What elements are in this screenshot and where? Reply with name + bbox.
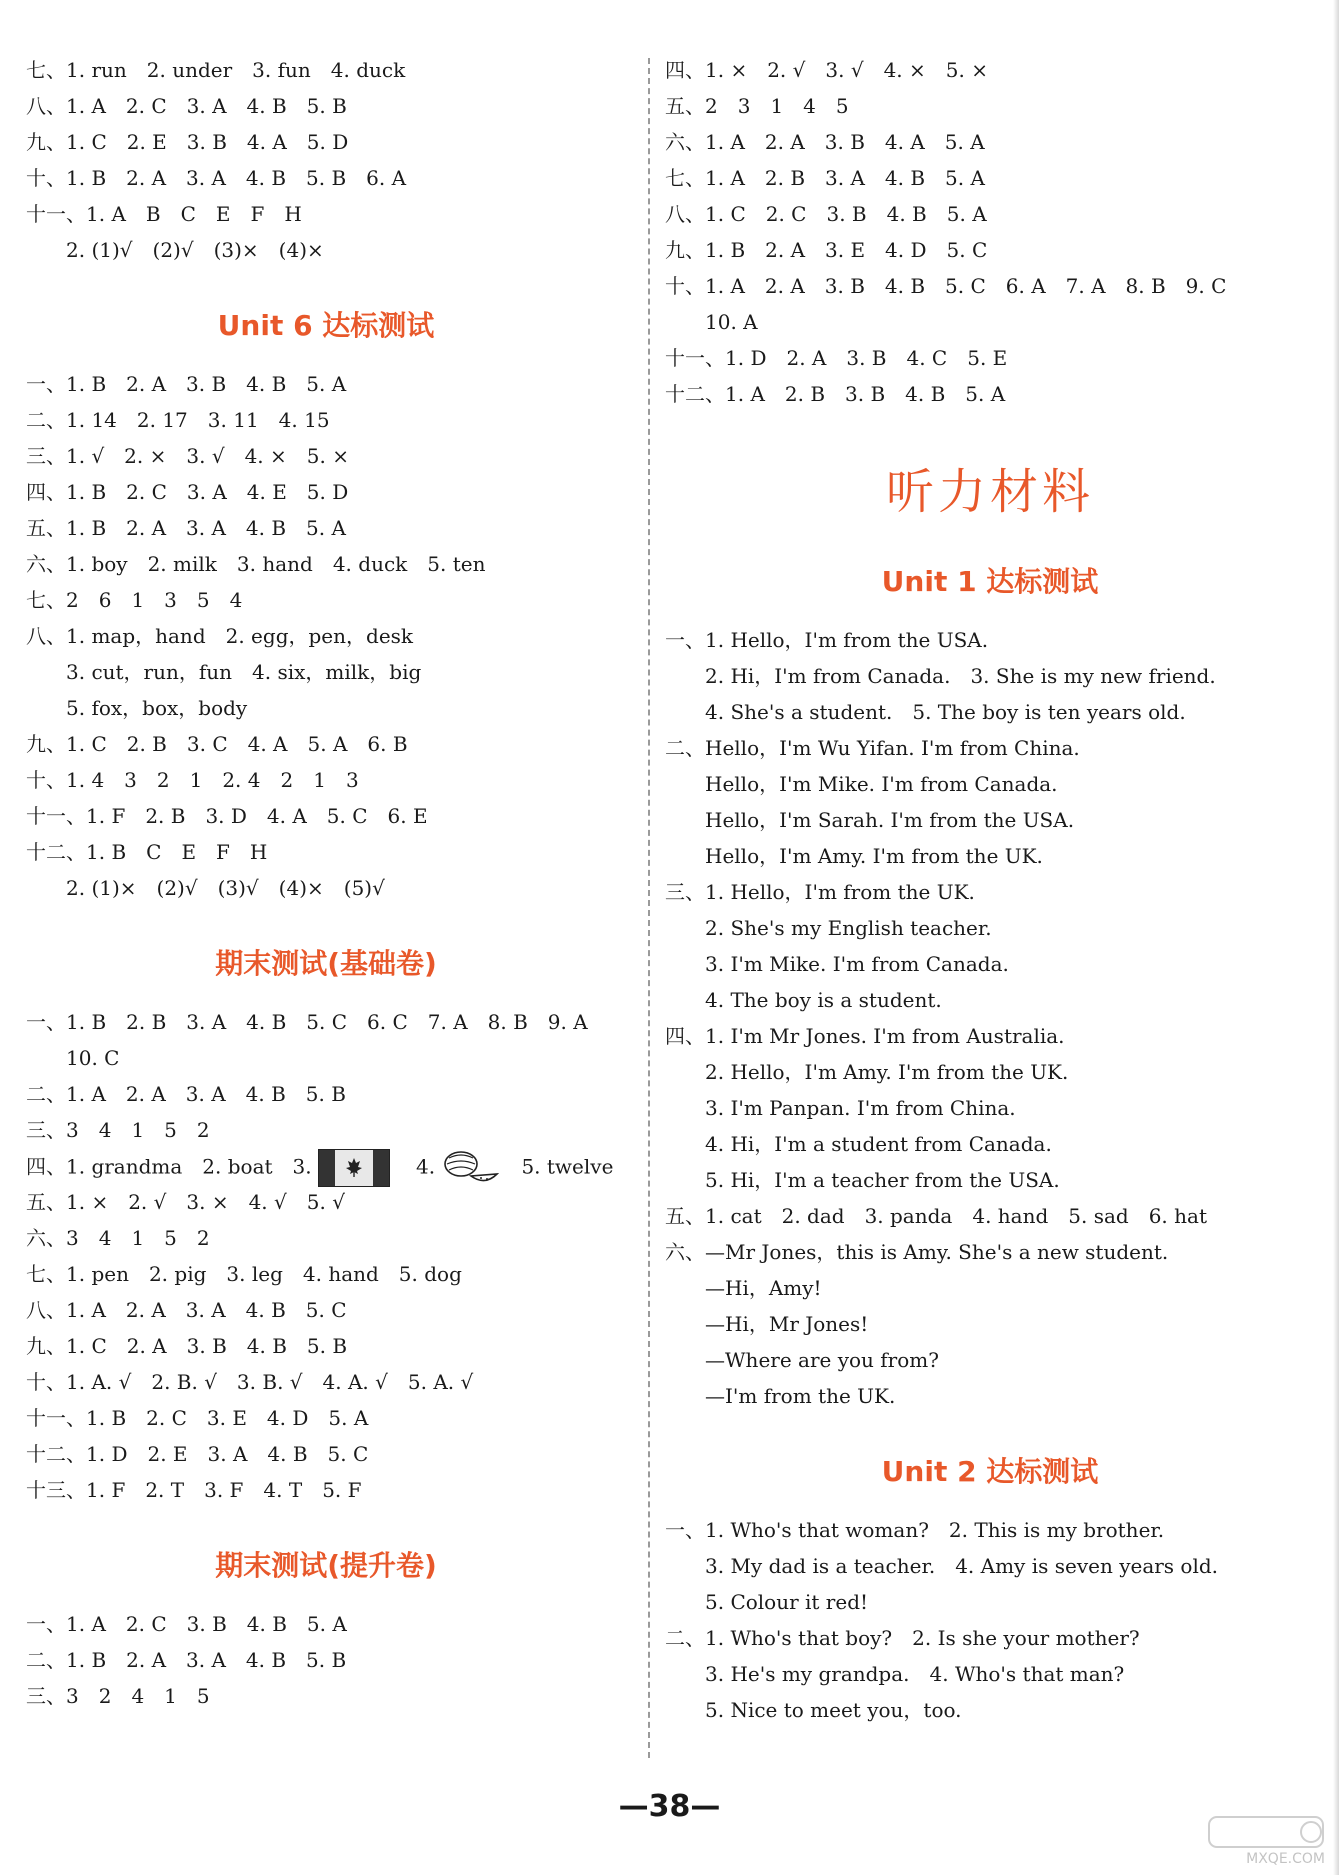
section-heading: Unit 1 达标测试 bbox=[881, 565, 1099, 598]
answer-text: 5. twelve bbox=[521, 1154, 614, 1179]
answer-line: 十三、1. F 2. T 3. F 4. T 5. F bbox=[26, 1478, 362, 1502]
answer-line: 七、2 6 1 3 5 4 bbox=[26, 588, 243, 612]
answer-line: 四、1. I'm Mr Jones. I'm from Australia. bbox=[665, 1024, 1065, 1048]
answer-line: 5. Colour it red! bbox=[705, 1590, 869, 1614]
answer-line: 10. C bbox=[66, 1046, 120, 1070]
answer-line: 十一、1. D 2. A 3. B 4. C 5. E bbox=[665, 346, 1008, 370]
watermark-text: MXQE.COM bbox=[1246, 1851, 1325, 1867]
answer-line: Hello，I'm Sarah. I'm from the USA. bbox=[705, 808, 1075, 832]
answer-line: 3. I'm Mike. I'm from Canada. bbox=[705, 952, 1009, 976]
answer-line: 六、1. A 2. A 3. B 4. A 5. A bbox=[665, 130, 985, 154]
answer-line: 一、1. B 2. B 3. A 4. B 5. C 6. C 7. A 8. B 9. A bbox=[26, 1010, 588, 1034]
answer-line: 十、1. 4 3 2 1 2. 4 2 1 3 bbox=[26, 768, 359, 792]
answer-line: 4. She's a student. 5. The boy is ten years old. bbox=[705, 700, 1186, 724]
answer-line: —Where are you from? bbox=[705, 1348, 939, 1372]
answer-text: 4. bbox=[415, 1154, 436, 1179]
answer-line: 10. A bbox=[705, 310, 758, 334]
right-column bbox=[665, 52, 1315, 1728]
answer-line: 二、Hello，I'm Wu Yifan. I'm from China. bbox=[665, 736, 1080, 760]
answer-line: 六、—Mr Jones，this is Amy. She's a new student. bbox=[665, 1240, 1169, 1264]
answer-line: —I'm from the UK. bbox=[705, 1384, 896, 1408]
watermelon-icon bbox=[441, 1148, 499, 1188]
answer-line: 三、1. Hello，I'm from the UK. bbox=[665, 880, 975, 904]
answer-line: 九、1. C 2. A 3. B 4. B 5. B bbox=[26, 1334, 348, 1358]
answer-line: 七、1. run 2. under 3. fun 4. duck bbox=[26, 58, 406, 82]
section-heading: Unit 2 达标测试 bbox=[881, 1455, 1099, 1488]
answer-line: 六、1. boy 2. milk 3. hand 4. duck 5. ten bbox=[26, 552, 486, 576]
answer-line: 二、1. B 2. A 3. A 4. B 5. B bbox=[26, 1648, 347, 1672]
answer-line: 十一、1. A B C E F H bbox=[26, 202, 302, 226]
answer-line: 二、1. 14 2. 17 3. 11 4. 15 bbox=[26, 408, 330, 432]
answer-line: 2. Hi，I'm from Canada. 3. She is my new friend. bbox=[705, 664, 1216, 688]
answer-line: 七、1. A 2. B 3. A 4. B 5. A bbox=[665, 166, 985, 190]
page-edge-shadow bbox=[1333, 0, 1339, 1875]
answer-line: 一、1. A 2. C 3. B 4. B 5. A bbox=[26, 1612, 347, 1636]
answer-line: 5. Hi，I'm a teacher from the USA. bbox=[705, 1168, 1060, 1192]
answer-line: 五、2 3 1 4 5 bbox=[665, 94, 849, 118]
answer-line bbox=[26, 1148, 626, 1184]
answer-line: 二、1. Who's that boy? 2. Is she your mother? bbox=[665, 1626, 1140, 1650]
answer-line: 三、3 2 4 1 5 bbox=[26, 1684, 210, 1708]
page-number: —38— bbox=[618, 1789, 721, 1824]
canada-flag-icon bbox=[318, 1149, 390, 1187]
answer-line: 十二、1. D 2. E 3. A 4. B 5. C bbox=[26, 1442, 369, 1466]
answer-line: 八、1. C 2. C 3. B 4. B 5. A bbox=[665, 202, 987, 226]
section-heading: 期末测试(基础卷) bbox=[215, 947, 437, 980]
answer-line: 九、1. B 2. A 3. E 4. D 5. C bbox=[665, 238, 988, 262]
answer-line: Hello，I'm Amy. I'm from the UK. bbox=[705, 844, 1043, 868]
answer-line: 十、1. A 2. A 3. B 4. B 5. C 6. A 7. A 8. B 9. C bbox=[665, 274, 1227, 298]
answer-line: —Hi，Amy! bbox=[705, 1276, 822, 1300]
answer-line: 二、1. A 2. A 3. A 4. B 5. B bbox=[26, 1082, 346, 1106]
answer-line: 五、1. × 2. √ 3. × 4. √ 5. √ bbox=[26, 1190, 345, 1214]
answer-line: 一、1. Hello，I'm from the USA. bbox=[665, 628, 989, 652]
answer-line: 3. He's my grandpa. 4. Who's that man? bbox=[705, 1662, 1125, 1686]
section-heading: Unit 6 达标测试 bbox=[217, 309, 435, 342]
answer-line: 六、3 4 1 5 2 bbox=[26, 1226, 210, 1250]
answer-line: 4. The boy is a student. bbox=[705, 988, 942, 1012]
answer-line: 一、1. Who's that woman? 2. This is my brother. bbox=[665, 1518, 1165, 1542]
answer-line: 十一、1. F 2. B 3. D 4. A 5. C 6. E bbox=[26, 804, 428, 828]
answer-line: 3. cut，run，fun 4. six，milk，big bbox=[66, 660, 422, 684]
listening-material-title: 听力材料 bbox=[885, 464, 1094, 520]
answer-line: 十二、1. A 2. B 3. B 4. B 5. A bbox=[665, 382, 1006, 406]
answer-line: 七、1. pen 2. pig 3. leg 4. hand 5. dog bbox=[26, 1262, 462, 1286]
answer-line: 四、1. × 2. √ 3. √ 4. × 5. × bbox=[665, 58, 988, 82]
answer-line: 十、1. B 2. A 3. A 4. B 5. B 6. A bbox=[26, 166, 407, 190]
watermark-logo-icon bbox=[1201, 1813, 1331, 1853]
answer-line: 3. I'm Panpan. I'm from China. bbox=[705, 1096, 1016, 1120]
answer-text: 四、1. grandma 2. boat 3. bbox=[26, 1154, 312, 1179]
answer-line: 十一、1. B 2. C 3. E 4. D 5. A bbox=[26, 1406, 369, 1430]
answer-line: 八、1. map，hand 2. egg，pen，desk bbox=[26, 624, 414, 648]
watermark-logo bbox=[1201, 1813, 1331, 1871]
answer-line: 一、1. B 2. A 3. B 4. B 5. A bbox=[26, 372, 347, 396]
answer-line: 2. Hello，I'm Amy. I'm from the UK. bbox=[705, 1060, 1069, 1084]
answer-line: 2. She's my English teacher. bbox=[705, 916, 992, 940]
column-divider bbox=[648, 58, 650, 1758]
answer-line: 五、1. cat 2. dad 3. panda 4. hand 5. sad 6. hat bbox=[665, 1204, 1207, 1228]
answer-line: 九、1. C 2. E 3. B 4. A 5. D bbox=[26, 130, 349, 154]
answer-line: 三、1. √ 2. × 3. √ 4. × 5. × bbox=[26, 444, 349, 468]
answer-line: 2. (1)√ (2)√ (3)× (4)× bbox=[66, 238, 324, 262]
answer-line: 十、1. A. √ 2. B. √ 3. B. √ 4. A. √ 5. A. √ bbox=[26, 1370, 474, 1394]
answer-line: 三、3 4 1 5 2 bbox=[26, 1118, 210, 1142]
answer-line: 5. fox，box，body bbox=[66, 696, 248, 720]
answer-line: 3. My dad is a teacher. 4. Amy is seven years old. bbox=[705, 1554, 1219, 1578]
answer-line: 2. (1)× (2)√ (3)√ (4)× (5)√ bbox=[66, 876, 385, 900]
answer-line: —Hi，Mr Jones! bbox=[705, 1312, 869, 1336]
answer-line: 八、1. A 2. A 3. A 4. B 5. C bbox=[26, 1298, 347, 1322]
answer-line: 八、1. A 2. C 3. A 4. B 5. B bbox=[26, 94, 347, 118]
answer-line: 五、1. B 2. A 3. A 4. B 5. A bbox=[26, 516, 346, 540]
answer-line: 十二、1. B C E F H bbox=[26, 840, 268, 864]
answer-line: 九、1. C 2. B 3. C 4. A 5. A 6. B bbox=[26, 732, 408, 756]
left-column bbox=[26, 52, 626, 1714]
section-heading: 期末测试(提升卷) bbox=[215, 1549, 437, 1582]
answer-line: 5. Nice to meet you，too. bbox=[705, 1698, 962, 1722]
answer-line: 4. Hi，I'm a student from Canada. bbox=[705, 1132, 1052, 1156]
answer-line: 四、1. B 2. C 3. A 4. E 5. D bbox=[26, 480, 349, 504]
answer-line: Hello，I'm Mike. I'm from Canada. bbox=[705, 772, 1058, 796]
